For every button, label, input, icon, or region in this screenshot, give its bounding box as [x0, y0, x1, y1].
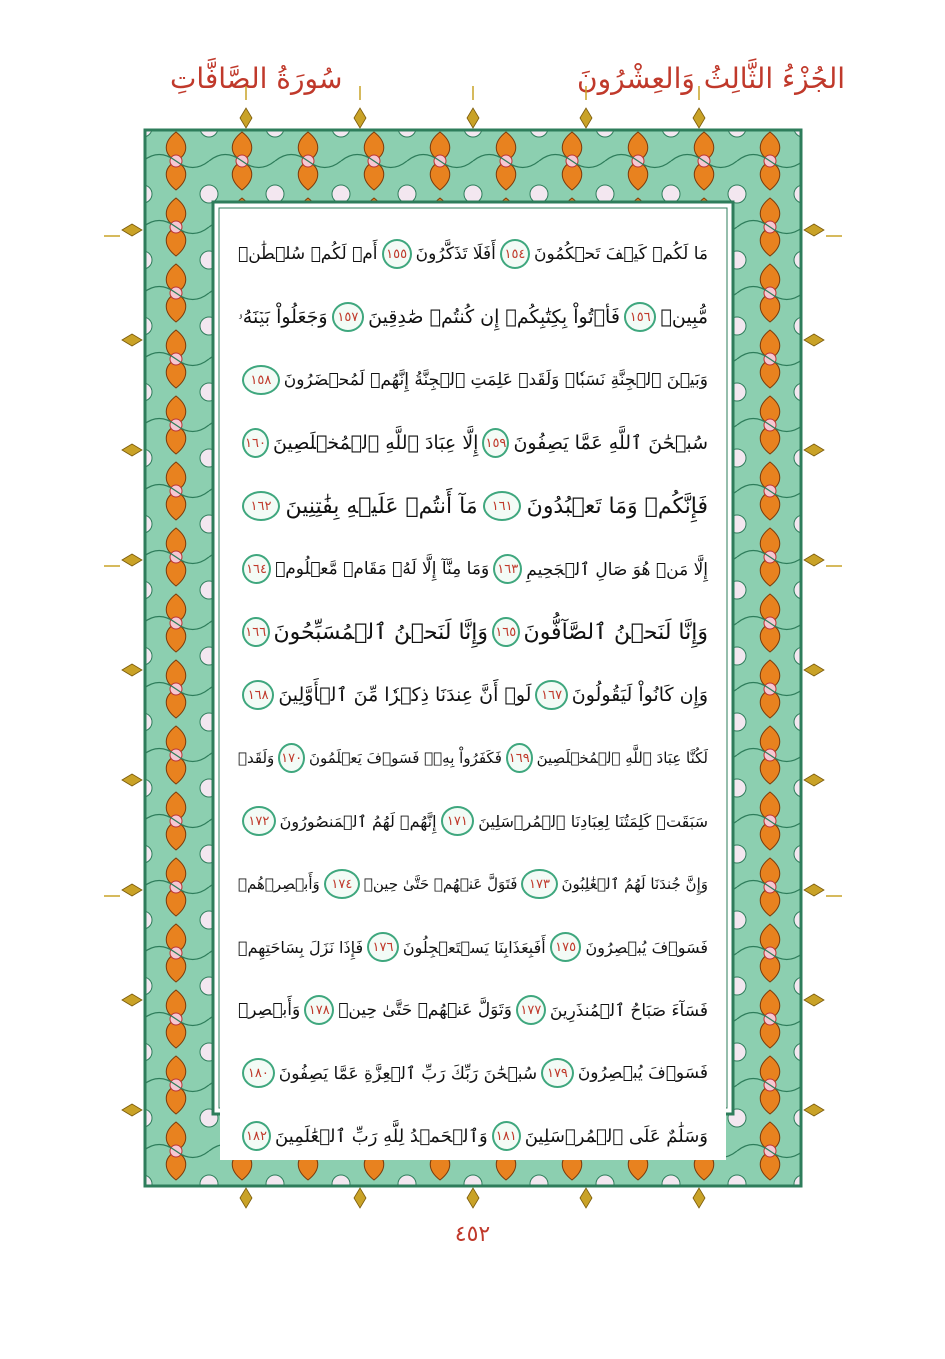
ayah-number-marker: ١٨٢: [242, 1121, 271, 1151]
verse-text: أَفَبِعَذَابِنَا يَسۡتَعۡجِلُونَ: [402, 937, 546, 957]
verse-line: [238, 287, 708, 347]
verse-line: [238, 1106, 708, 1166]
verse-text: فَكَفَرُواْ بِهِۦۖ فَسَوۡفَ يَعۡلَمُونَ: [308, 749, 502, 767]
verse-text: وَتَوَلَّ عَنۡهُمۡ حَتَّىٰ حِينٖ: [338, 1000, 512, 1020]
verse-text: وَأَبۡصِرۡهُمۡ: [238, 875, 320, 893]
ayah-number-marker: ١٦٢: [242, 491, 280, 521]
verse-text: أَفَلَا تَذَكَّرُونَ: [415, 244, 496, 264]
ayah-number-marker: ١٦٣: [493, 554, 522, 584]
verse-text: إِلَّا عِبَادَ ٱللَّهِ ٱلۡمُخۡلَصِينَ: [273, 432, 479, 454]
verse-text: فَسَوۡفَ يُبۡصِرُونَ: [585, 937, 708, 957]
verse-line: [238, 602, 708, 662]
ayah-number-marker: ١٧٦: [367, 932, 399, 962]
verse-text: فَإِذَا نَزَلَ بِسَاحَتِهِمۡ: [238, 937, 364, 957]
verse-text: وَمَا مِنَّآ إِلَّا لَهُۥ مَقَامٞ مَّعۡلُومٞ: [275, 559, 490, 579]
ayah-number-marker: ١٦٨: [242, 680, 274, 710]
ayah-number-marker: ١٥٥: [382, 239, 412, 269]
verse-line: [238, 539, 708, 599]
verse-text: وَسَلَٰمٌ عَلَى ٱلۡمُرۡسَلِينَ: [524, 1125, 708, 1147]
ayah-number-marker: ١٧٠: [278, 743, 305, 773]
verse-text: وَإِن كَانُواْ لَيَقُولُونَ: [571, 684, 708, 706]
verse-line: [238, 350, 708, 410]
verse-text: فَإِنَّكُمۡ وَمَا تَعۡبُدُونَ: [526, 493, 708, 519]
verse-text: إِلَّا مَنۡ هُوَ صَالِ ٱلۡجَحِيمِ: [526, 559, 708, 580]
ayah-number-marker: ١٦٥: [492, 617, 519, 647]
verse-text: وَٱلۡحَمۡدُ لِلَّهِ رَبِّ ٱلۡعَٰلَمِينَ: [275, 1125, 488, 1147]
ayah-number-marker: ١٦١: [483, 491, 521, 521]
ayah-number-marker: ١٦٤: [242, 554, 271, 584]
surah-title: سُورَةُ الصَّافَّاتِ: [170, 62, 343, 95]
verse-text: لَوۡ أَنَّ عِندَنَا ذِكۡرٗا مِّنَ ٱلۡأَوَّلِينَ: [278, 684, 532, 706]
verse-text: وَجَعَلُواْ بَيۡنَهُۥ: [238, 306, 328, 328]
verse-line: [238, 980, 708, 1040]
verse-text: أَمۡ لَكُمۡ سُلۡطَٰنٞ: [238, 244, 378, 264]
verse-line: [238, 413, 708, 473]
ayah-number-marker: ١٧١: [441, 806, 475, 836]
ayah-number-marker: ١٧٢: [242, 806, 276, 836]
verse-text: فَسَآءَ صَبَاحُ ٱلۡمُنذَرِينَ: [549, 1000, 708, 1021]
ayah-number-marker: ١٥٧: [332, 302, 365, 332]
verse-text: لَكُنَّا عِبَادَ ٱللَّهِ ٱلۡمُخۡلَصِينَ: [536, 749, 708, 767]
verse-text: فَتَوَلَّ عَنۡهُمۡ حَتَّىٰ حِينٖ: [363, 875, 518, 893]
ayah-number-marker: ١٥٦: [624, 302, 657, 332]
verse-text: وَإِنَّا لَنَحۡنُ ٱلۡمُسَبِّحُونَ: [273, 619, 489, 645]
ayah-number-marker: ١٦٠: [242, 428, 269, 458]
ayah-number-marker: ١٦٩: [506, 743, 533, 773]
ayah-number-marker: ١٧٤: [324, 869, 360, 899]
verse-text: مَا لَكُمۡ كَيۡفَ تَحۡكُمُونَ: [534, 244, 708, 264]
juz-title: الجُزْءُ الثَّالِثُ وَالعِشْرُونَ: [577, 62, 845, 95]
verse-line: [238, 665, 708, 725]
ayah-number-marker: ١٦٧: [535, 680, 567, 710]
verse-line: [238, 917, 708, 977]
ayah-number-marker: ١٥٨: [242, 365, 280, 395]
ayah-number-marker: ١٨٠: [242, 1058, 275, 1088]
verse-text: وَبَيۡنَ ٱلۡجِنَّةِ نَسَبٗاۚ وَلَقَدۡ عَلِمَتِ ٱلۡجِنَّةُ إِنَّهُمۡ لَمُحۡضَرُونَ: [283, 370, 708, 390]
verse-line: [238, 1043, 708, 1103]
verse-text: إِنَّهُمۡ لَهُمُ ٱلۡمَنصُورُونَ: [279, 811, 437, 831]
ayah-number-marker: ١٧٧: [516, 995, 546, 1025]
verse-line: [238, 728, 708, 788]
verse-text: مَآ أَنتُمۡ عَلَيۡهِ بِفَٰتِنِينَ: [285, 493, 478, 519]
ayah-number-marker: ١٧٩: [541, 1058, 574, 1088]
verse-text: وَلَقَدۡ: [238, 749, 275, 767]
verse-text: وَإِنَّ جُندَنَا لَهُمُ ٱلۡغَٰلِبُونَ: [561, 875, 708, 893]
ayah-number-marker: ١٧٣: [521, 869, 557, 899]
verse-line: [238, 476, 708, 536]
verse-line: [238, 224, 708, 284]
ayah-number-marker: ١٧٨: [304, 995, 334, 1025]
ayah-number-marker: ١٥٤: [500, 239, 530, 269]
verse-text: سُبۡحَٰنَ رَبِّكَ رَبِّ ٱلۡعِزَّةِ عَمَّا يَصِفُونَ: [278, 1063, 538, 1084]
quran-text-panel: [220, 210, 726, 1160]
verse-text: فَأۡتُواْ بِكِتَٰبِكُمۡ إِن كُنتُمۡ صَٰدِقِينَ: [368, 306, 620, 328]
verse-text: مُّبِينٞ: [660, 306, 708, 328]
verse-text: سَبَقَتۡ كَلِمَتُنَا لِعِبَادِنَا ٱلۡمُرۡسَلِينَ: [478, 811, 708, 831]
verse-text: وَإِنَّا لَنَحۡنُ ٱلصَّآفُّونَ: [523, 619, 708, 645]
ayah-number-marker: ١٦٦: [242, 617, 269, 647]
ayah-number-marker: ١٥٩: [482, 428, 509, 458]
verse-text: فَسَوۡفَ يُبۡصِرُونَ: [577, 1063, 708, 1083]
verse-text: وَأَبۡصِرۡ: [238, 1000, 301, 1020]
verse-line: [238, 854, 708, 914]
verse-text: سُبۡحَٰنَ ٱللَّهِ عَمَّا يَصِفُونَ: [513, 432, 708, 454]
page-number: ٤٥٢: [454, 1222, 491, 1247]
verse-line: [238, 791, 708, 851]
ayah-number-marker: ١٨١: [492, 1121, 521, 1151]
ayah-number-marker: ١٧٥: [550, 932, 582, 962]
